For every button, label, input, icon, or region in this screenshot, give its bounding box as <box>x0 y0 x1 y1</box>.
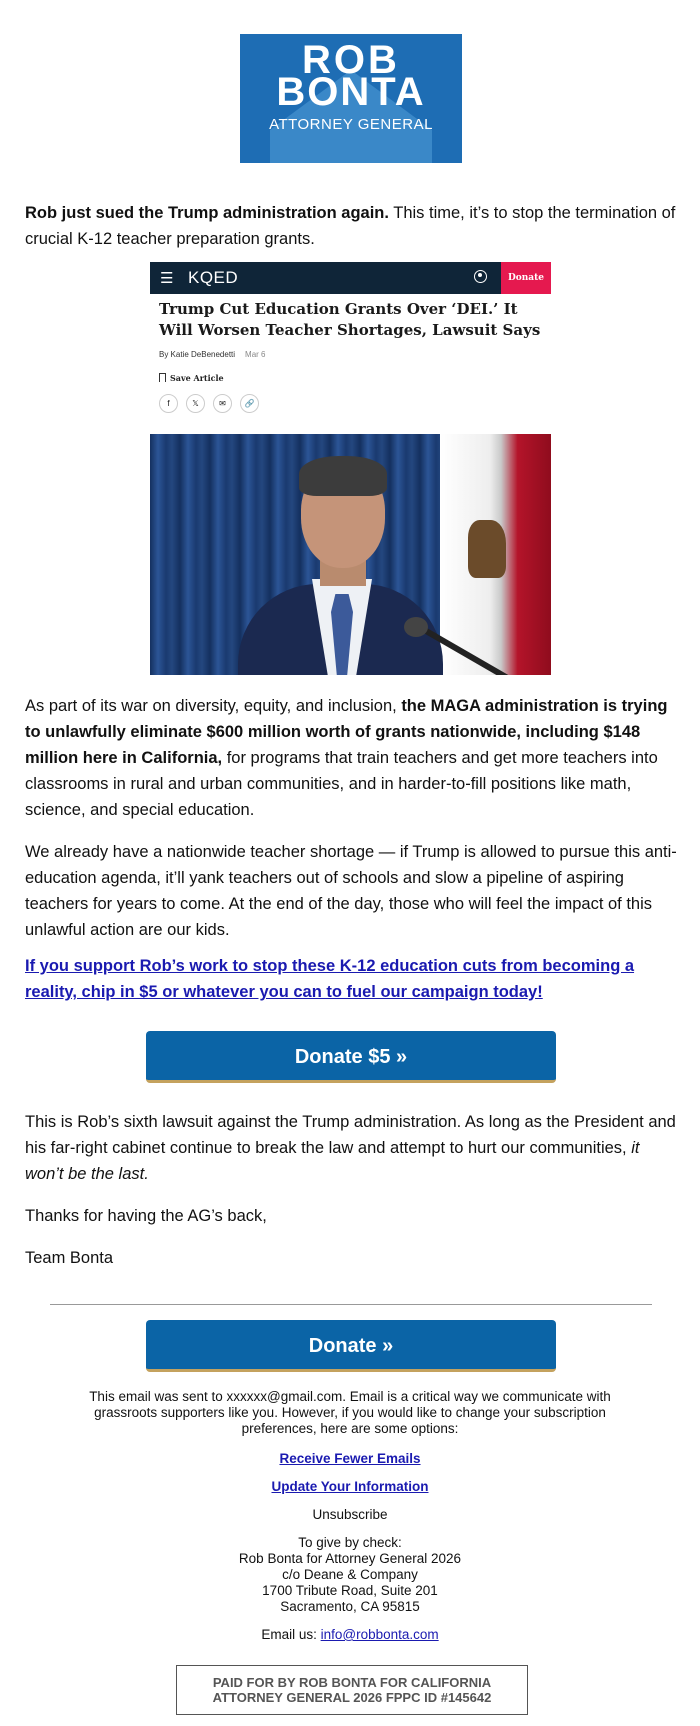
receive-fewer-emails-link[interactable]: Receive Fewer Emails <box>279 1451 421 1466</box>
x-icon: 𝕏 <box>186 394 205 413</box>
article-headline: Trump Cut Education Grants Over ‘DEI.’ It Will Worsen Teacher Shortages, Lawsuit Says <box>159 300 541 339</box>
kqed-donate-button: Donate <box>501 262 551 294</box>
unsubscribe-link[interactable]: Unsubscribe <box>312 1507 388 1522</box>
intro-paragraph <box>25 200 677 252</box>
facebook-icon: f <box>159 394 178 413</box>
rob-bonta-logo <box>240 34 462 163</box>
email-us: Email us: info@robbonta.com <box>261 1627 439 1642</box>
article-byline <box>159 350 266 359</box>
check-address: To give by check: Rob Bonta for Attorney General 2026 c/o Deane & Company 1700 Tribute Road, Suite 201 Sacramento, CA 95815 <box>238 1535 462 1614</box>
intro-bold: Rob just sued the Trump administration again. <box>25 204 389 222</box>
logo-line-1: ROB <box>302 38 400 82</box>
body-paragraph-1: As part of its war on diversity, equity, and inclusion, the MAGA administration is trying to unlawfully eliminate $600 million worth of grants nationwide, including $148 million here in California, for programs that train teachers and get more teachers into classrooms in rural and urban communities, and in harder-to-fill positions like math, science, and special education. <box>25 697 668 819</box>
kqed-logo: KQED <box>188 268 239 287</box>
link-icon: 🔗 <box>240 394 259 413</box>
signoff: Team Bonta <box>25 1249 114 1267</box>
paid-for-disclaimer: PAID FOR BY ROB BONTA FOR CALIFORNIA ATTORNEY GENERAL 2026 FPPC ID #145642 <box>176 1665 528 1715</box>
p3-italic: it won’t be the last. <box>25 1139 640 1183</box>
body-paragraph-2: We already have a nationwide teacher shortage — if Trump is allowed to pursue this anti-education agenda, it’ll yank teachers out of schools and slow a pipeline of aspiring teachers for years to come. At the end of the day, those who will feel the impact of this unlawful action are our kids. <box>25 843 677 939</box>
divider <box>50 1304 652 1305</box>
footer-notice: This email was sent to xxxxxx@gmail.com. Email is a critical way we communicate with grassroots supporters like you. However, if you would like to change your subscription preferences, here are some options: <box>89 1389 611 1436</box>
microphone <box>404 617 428 637</box>
mail-icon: ✉ <box>213 394 232 413</box>
menu-icon: ☰ <box>160 270 174 287</box>
article-photo <box>150 434 551 675</box>
save-article-label: Save Article <box>170 373 224 383</box>
user-icon <box>474 270 487 283</box>
logo-line-2: BONTA <box>276 70 426 114</box>
intro-rest: This time, it’s to stop the termination of crucial K-12 teacher preparation grants. <box>25 204 676 248</box>
kqed-article-screenshot[interactable] <box>150 262 551 675</box>
email-link[interactable]: info@robbonta.com <box>320 1627 439 1642</box>
update-information-link[interactable]: Update Your Information <box>271 1479 429 1494</box>
body-paragraph-3: This is Rob’s sixth lawsuit against the Trump administration. As long as the President and his far-right cabinet continue to break the law and attempt to hurt our communities, it won’t be the last. <box>25 1113 676 1183</box>
logo-line-3: ATTORNEY GENERAL <box>269 116 433 133</box>
article-author: By Katie DeBenedetti <box>159 350 236 359</box>
donate-cta-link[interactable]: If you support Rob’s work to stop these K-12 education cuts from becoming a reality, chip in $5 or whatever you can to fuel our campaign today! <box>25 957 635 1001</box>
bookmark-icon <box>159 373 166 382</box>
thanks-line: Thanks for having the AG’s back, <box>25 1207 267 1225</box>
donate-button[interactable]: Donate » <box>146 1320 556 1372</box>
kqed-nav-bar <box>150 262 551 294</box>
save-article <box>159 373 224 383</box>
p1-bold: the MAGA administration is trying to unlawfully eliminate $600 million worth of grants nationwide, including $148 million here in California, <box>25 697 668 767</box>
logo-capitol-base <box>270 130 432 163</box>
donate-5-button[interactable]: Donate $5 » <box>146 1031 556 1083</box>
article-date: Mar 6 <box>245 350 266 359</box>
